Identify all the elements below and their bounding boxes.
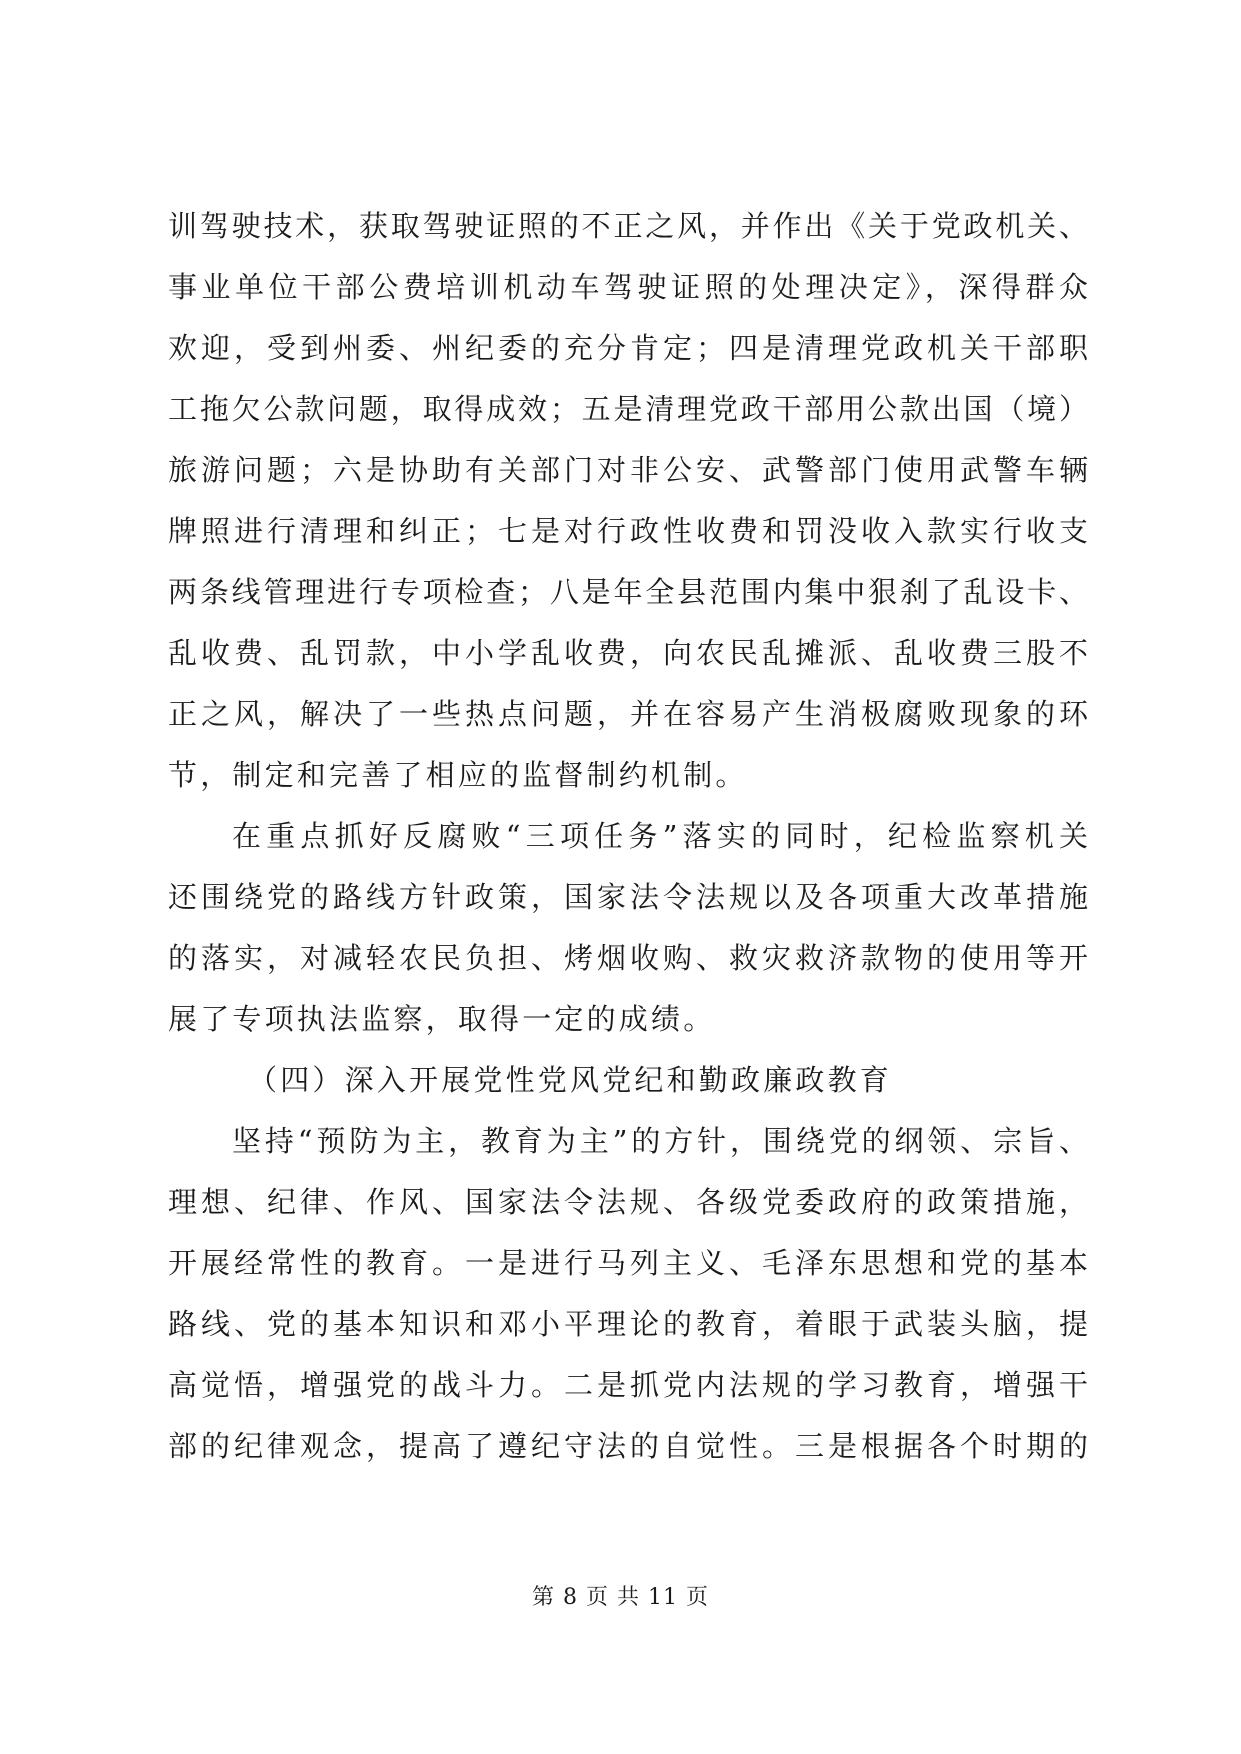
text-line: 的落实，对减轻农民负担、烤烟收购、救灾救济款物的使用等开 (168, 941, 1088, 975)
text-line: 高觉悟，增强党的战斗力。二是抓党内法规的学习教育，增强干 (168, 1368, 1088, 1402)
text-line: 乱收费、乱罚款，中小学乱收费，向农民乱摊派、乱收费三股不 (168, 636, 1088, 670)
text-line: 部的纪律观念，提高了遵纪守法的自觉性。三是根据各个时期的 (168, 1429, 1088, 1463)
text-line: 训驾驶技术，获取驾驶证照的不正之风，并作出《关于党政机关、 (168, 209, 1088, 243)
text-line: 节，制定和完善了相应的监督制约机制。 (168, 758, 748, 792)
text-line: 两条线管理进行专项检查；八是年全县范围内集中狠刹了乱设卡、 (168, 575, 1088, 609)
text-line: 旅游问题；六是协助有关部门对非公安、武警部门使用武警车辆 (168, 453, 1088, 487)
text-line: 开展经常性的教育。一是进行马列主义、毛泽东思想和党的基本 (168, 1246, 1088, 1280)
page-number-footer: 第 8 页 共 11 页 (532, 1585, 709, 1610)
text-line: 展了专项执法监察，取得一定的成绩。 (168, 1002, 716, 1036)
text-line: 还围绕党的路线方针政策，国家法令法规以及各项重大改革措施 (168, 880, 1088, 914)
text-line: 牌照进行清理和纠正；七是对行政性收费和罚没收入款实行收支 (168, 514, 1088, 548)
text-line: 正之风，解决了一些热点问题，并在容易产生消极腐败现象的环 (168, 697, 1088, 731)
document-body (168, 196, 1088, 1477)
text-line: 理想、纪律、作风、国家法令法规、各级党委政府的政策措施， (168, 1185, 1088, 1219)
text-line: 路线、党的基本知识和邓小平理论的教育，着眼于武装头脑，提 (168, 1307, 1088, 1341)
text-line: 在重点抓好反腐败“三项任务”落实的同时，纪检监察机关 (232, 819, 1088, 853)
text-line: 工拖欠公款问题，取得成效；五是清理党政干部用公款出国（境） (168, 392, 1088, 426)
text-line: 欢迎，受到州委、州纪委的充分肯定；四是清理党政机关干部职 (168, 331, 1088, 365)
text-line: 坚持“预防为主，教育为主”的方针，围绕党的纲领、宗旨、 (232, 1124, 1088, 1158)
section-heading: （四）深入开展党性党风党纪和勤政廉政教育 (248, 1063, 893, 1097)
text-line: 事业单位干部公费培训机动车驾驶证照的处理决定》，深得群众 (168, 270, 1088, 304)
